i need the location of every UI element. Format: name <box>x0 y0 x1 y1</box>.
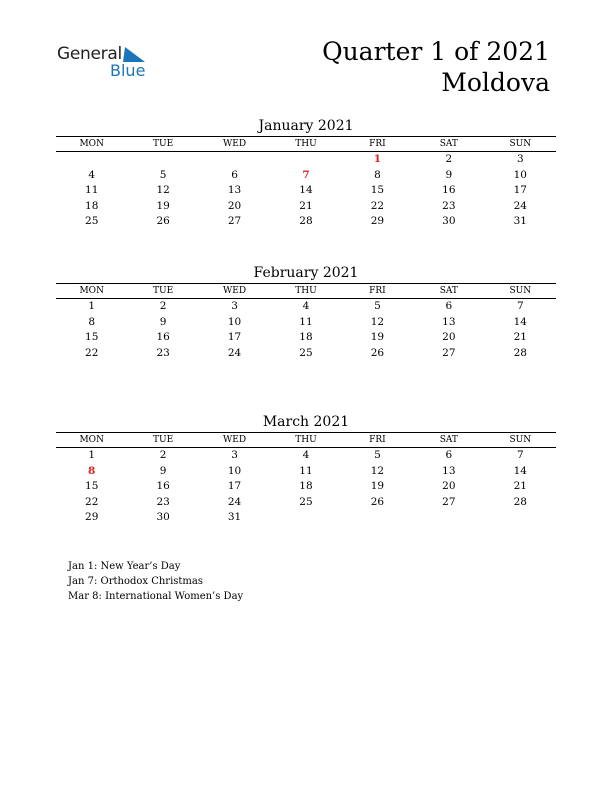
day-cell: 29 <box>85 511 99 523</box>
weekday-label: WED <box>223 435 247 445</box>
day-cell: 18 <box>299 331 313 343</box>
week-row <box>56 464 556 480</box>
holiday-notes <box>68 559 243 604</box>
weekday-label: SUN <box>509 435 532 445</box>
day-cell: 4 <box>302 449 310 461</box>
day-cell: 11 <box>299 464 313 477</box>
day-cell: 18 <box>85 199 99 212</box>
weekday-header-row <box>56 432 556 448</box>
weekday-label: MON <box>79 286 104 296</box>
week-row <box>56 510 556 526</box>
day-cell: 17 <box>227 331 242 343</box>
day-cell: 28 <box>513 346 527 359</box>
logo-text-blue: Blue <box>110 61 146 80</box>
week-row <box>56 214 556 230</box>
empty-day-cell <box>56 152 127 168</box>
day-cell: 14 <box>299 184 313 196</box>
day-cell: 2 <box>445 153 453 165</box>
day-cell: 3 <box>516 153 524 165</box>
day-cell: 16 <box>156 480 170 492</box>
day-cell: 24 <box>227 346 242 359</box>
day-cell: 14 <box>513 464 527 477</box>
weekday-label: THU <box>295 139 317 149</box>
day-cell: 6 <box>445 300 453 312</box>
day-cell: 4 <box>88 168 96 181</box>
week-row <box>56 183 556 199</box>
page-title: Quarter 1 of 2021 <box>322 37 550 66</box>
country-name: Moldova <box>441 68 550 97</box>
empty-day-cell <box>270 510 341 526</box>
day-cell: 21 <box>299 199 313 212</box>
day-cell: 10 <box>227 464 242 477</box>
weekday-header-row <box>56 136 556 152</box>
day-cell: 9 <box>159 464 167 477</box>
day-cell: 13 <box>442 315 456 328</box>
day-cell: 25 <box>85 215 99 227</box>
day-cell: 19 <box>156 199 170 212</box>
day-cell: 29 <box>370 215 385 227</box>
month-title: February 2021 <box>253 265 359 281</box>
day-cell: 15 <box>85 331 99 343</box>
day-cell: 9 <box>159 315 167 328</box>
day-cell: 16 <box>442 184 456 196</box>
day-cell: 6 <box>231 168 238 181</box>
day-cell: 17 <box>227 480 242 492</box>
month-calendar-march <box>56 412 556 526</box>
day-cell: 3 <box>231 449 238 461</box>
week-row <box>56 199 556 215</box>
weekday-label: THU <box>295 435 317 445</box>
day-cell: 24 <box>513 199 527 212</box>
weekday-label: SAT <box>439 435 458 445</box>
day-cell: 21 <box>513 331 527 343</box>
weekday-label: SAT <box>439 139 458 149</box>
day-cell: 19 <box>370 480 385 492</box>
month-title: January 2021 <box>258 118 354 134</box>
day-cell: 12 <box>370 464 385 477</box>
day-cell: 8 <box>374 168 381 181</box>
day-cell: 23 <box>156 346 170 359</box>
weekday-label: FRI <box>369 286 386 296</box>
day-cell: 12 <box>156 184 170 196</box>
day-cell: 27 <box>227 215 242 227</box>
day-cell: 17 <box>513 184 527 196</box>
day-cell: 22 <box>85 346 99 359</box>
day-cell: 22 <box>370 199 385 212</box>
day-cell: 26 <box>370 346 385 359</box>
week-row <box>56 448 556 464</box>
weekday-label: MON <box>79 139 104 149</box>
day-cell: 1 <box>88 300 96 312</box>
month-title: March 2021 <box>262 414 350 430</box>
day-cell: 20 <box>442 480 456 492</box>
day-cell: 13 <box>227 184 242 196</box>
weekday-label: FRI <box>369 139 386 149</box>
day-cell: 10 <box>513 168 527 181</box>
day-cell: 30 <box>442 215 456 227</box>
weekday-label: WED <box>223 139 247 149</box>
day-cell: 4 <box>302 300 310 312</box>
day-cell: 23 <box>156 495 170 508</box>
title-block <box>322 36 550 98</box>
day-cell: 25 <box>299 346 313 359</box>
day-cell: 11 <box>85 184 99 196</box>
day-cell: 12 <box>370 315 385 328</box>
day-cell: 25 <box>299 495 313 508</box>
weekday-header-row <box>56 283 556 299</box>
weekday-label: SUN <box>509 286 532 296</box>
empty-day-cell <box>342 510 413 526</box>
day-cell: 7 <box>302 168 310 181</box>
day-cell: 27 <box>442 495 456 508</box>
day-cell: 14 <box>513 315 527 328</box>
holiday-note: Mar 8: International Women’s Day <box>68 591 244 602</box>
day-cell: 6 <box>445 449 453 461</box>
week-row <box>56 315 556 331</box>
day-cell: 30 <box>156 511 170 523</box>
weekday-label: SAT <box>439 286 458 296</box>
day-cell: 20 <box>227 199 242 212</box>
logo <box>57 44 157 80</box>
weekday-label: WED <box>223 286 247 296</box>
day-cell: 23 <box>442 199 456 212</box>
week-row <box>56 168 556 184</box>
day-cell: 1 <box>373 153 382 165</box>
day-cell: 28 <box>299 215 313 227</box>
week-row <box>56 152 556 168</box>
day-cell: 24 <box>227 495 242 508</box>
day-cell: 27 <box>442 346 456 359</box>
empty-day-cell <box>413 510 484 526</box>
empty-day-cell <box>485 510 556 526</box>
empty-day-cell <box>199 152 270 168</box>
weekday-label: MON <box>79 435 104 445</box>
weekday-label: TUE <box>153 286 174 296</box>
day-cell: 3 <box>231 300 238 312</box>
day-cell: 31 <box>227 511 242 523</box>
day-cell: 5 <box>374 300 381 312</box>
day-cell: 19 <box>370 331 385 343</box>
day-cell: 28 <box>513 495 527 508</box>
day-cell: 10 <box>227 315 242 328</box>
day-cell: 13 <box>442 464 456 477</box>
day-cell: 22 <box>85 495 99 508</box>
day-cell: 11 <box>299 315 313 328</box>
day-cell: 7 <box>516 449 524 461</box>
holiday-note: Jan 1: New Year’s Day <box>68 561 181 572</box>
day-cell: 21 <box>513 480 527 492</box>
weekday-label: THU <box>295 286 317 296</box>
day-cell: 2 <box>159 300 167 312</box>
week-row <box>56 495 556 511</box>
month-calendar-february <box>56 263 556 361</box>
day-cell: 2 <box>159 449 167 461</box>
weekday-label: TUE <box>153 139 174 149</box>
weekday-label: TUE <box>153 435 174 445</box>
day-cell: 20 <box>442 331 456 343</box>
logo-text-general: General <box>57 44 122 64</box>
day-cell: 9 <box>445 168 453 181</box>
day-cell: 26 <box>370 495 385 508</box>
week-row <box>56 330 556 346</box>
day-cell: 18 <box>299 480 313 492</box>
day-cell: 31 <box>513 215 527 227</box>
weekday-label: FRI <box>369 435 386 445</box>
week-row <box>56 479 556 495</box>
day-cell: 15 <box>370 184 385 196</box>
day-cell: 5 <box>374 449 381 461</box>
empty-day-cell <box>127 152 198 168</box>
day-cell: 8 <box>88 315 96 328</box>
day-cell: 15 <box>85 480 99 492</box>
day-cell: 1 <box>88 449 96 461</box>
day-cell: 5 <box>159 168 167 181</box>
month-calendar-january <box>56 116 556 230</box>
holiday-note: Jan 7: Orthodox Christmas <box>68 576 203 587</box>
day-cell: 7 <box>516 300 524 312</box>
week-row <box>56 299 556 315</box>
weekday-label: SUN <box>509 139 532 149</box>
day-cell: 16 <box>156 331 170 343</box>
empty-day-cell <box>270 152 341 168</box>
day-cell: 26 <box>156 215 170 227</box>
day-cell: 8 <box>88 464 96 477</box>
week-row <box>56 346 556 362</box>
